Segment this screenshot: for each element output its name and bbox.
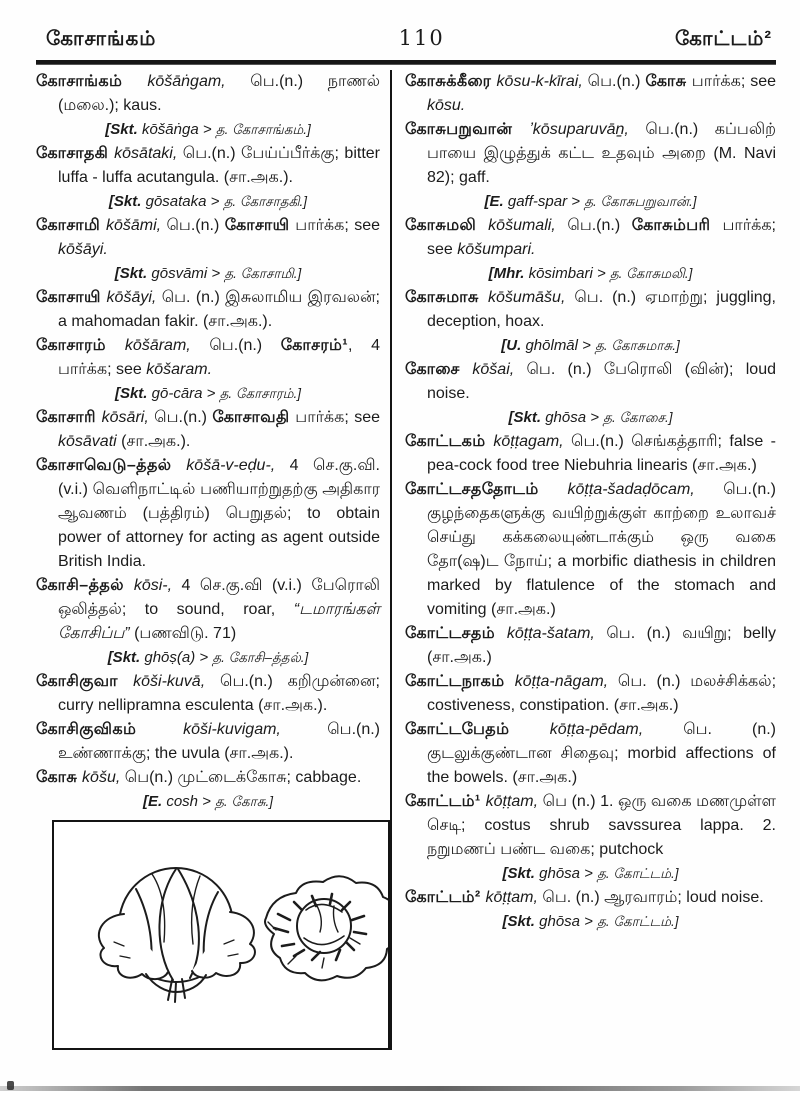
definition-text: பெ.(n.): [567, 217, 632, 234]
dictionary-entry: [405, 70, 776, 118]
transliteration: த. கோசாரம்.]: [219, 386, 302, 401]
headword: கோசாவதி: [212, 409, 296, 426]
headword: கோசாமி: [36, 217, 106, 234]
headword: கோசாவெடு–த்தல்: [36, 457, 187, 474]
left-column-entries: [36, 70, 380, 814]
headword: கோட்டபேதம்: [405, 721, 550, 738]
transliteration: “டமாரங்கள் கோசிப்ப”: [58, 601, 380, 642]
etymology-line: [405, 190, 776, 214]
definition-text: பார்க்க; see: [691, 73, 776, 90]
transliteration: த. கோசு.]: [215, 794, 274, 809]
headword: கோசாயி: [36, 289, 107, 306]
transliteration: >: [206, 193, 224, 210]
definition-text: பெ. (n.) குடலுக்குண்டான சிதைவு; morbid affections of the bowels. (சா.அக.): [427, 721, 776, 786]
transliteration: த. கோசுமாசு.]: [595, 338, 680, 353]
transliteration: [E.: [142, 793, 167, 810]
transliteration: ghōsa: [539, 865, 581, 882]
definition-text: , 4 பார்க்க; see: [58, 337, 380, 378]
page-number: 110: [398, 26, 445, 50]
definition-text: பெ. (n.) வயிறு; belly (சா.அக.): [427, 625, 776, 666]
headword: கோட்டம்¹: [405, 793, 486, 810]
transliteration: kōšumpari.: [457, 241, 536, 258]
definition-text: பெ.(n.): [166, 217, 225, 234]
transliteration: த. கோசுமலி.]: [609, 266, 693, 281]
dictionary-entry: [405, 670, 776, 718]
transliteration: kōši-kuvigam,: [183, 721, 328, 738]
transliteration: kōšā-v-eḍu-,: [186, 457, 290, 474]
definition-text: பெ. (n.) இசுலாமிய இரவலன்; a mahomadan fakir. (சா.அக.).: [58, 289, 381, 330]
right-column: [392, 70, 776, 1050]
transliteration: த. கோசி–த்தல்.]: [212, 650, 309, 665]
transliteration: kōši-kuvā,: [133, 673, 220, 690]
dictionary-entry: [36, 574, 380, 646]
dictionary-entry: [36, 70, 380, 118]
headword: கோசு: [645, 73, 692, 90]
headword: கோசை: [405, 361, 473, 378]
dictionary-entry: [36, 454, 380, 574]
etymology-line: [36, 790, 380, 814]
definition-text: 4 செ.கு.வி. (v.i.) வெளிநாட்டில் பணியாற்றுதற்கு அதிகார ஆவணம் (பத்திரம்) பெறுதல்; to obtain power of attorney for acting as agent outside British India.: [58, 457, 380, 570]
definition-text: பெ.(n.): [209, 337, 281, 354]
scan-artifact-mark: [7, 1081, 14, 1090]
headword: கோசி–த்தல்: [36, 577, 134, 594]
etymology-line: [405, 910, 776, 934]
definition-text: பெ.(n.) உண்ணாக்கு; the uvula (சா.அக.).: [58, 721, 381, 762]
transliteration: kōṭṭa-pēdam,: [549, 721, 684, 738]
definition-text: பெ.(n.) கறிமுன்னை; curry nellipramna esculenta (சா.அக.).: [58, 673, 381, 714]
transliteration: [Skt.: [107, 649, 145, 666]
transliteration: kōšāyi.: [58, 241, 108, 258]
definition-text: பெ.(n.) கப்பலிற் பாயை இழுத்துக் கட்ட உதவும் அறை (M. Navi 82); gaff.: [427, 121, 777, 186]
transliteration: kōsu-k-kīrai,: [496, 73, 588, 90]
definition-text: பெ (n.) 1. ஒரு வகை மணமுள்ள செடி; costus shrub savssurea lappa. 2. நறுமணப் பண்ட வகை; putchock: [427, 793, 776, 858]
transliteration: kōṭṭa-nāgam,: [514, 673, 618, 690]
transliteration: gaff-spar: [507, 193, 568, 210]
transliteration: kōṭṭam,: [485, 793, 543, 810]
etymology-line: [405, 262, 776, 286]
transliteration: [E.: [484, 193, 508, 210]
transliteration: ʼkōsuparuvāṉ,: [529, 121, 646, 138]
dictionary-entry: [405, 358, 776, 406]
left-column: [36, 70, 390, 1050]
etymology-line: [36, 646, 380, 670]
transliteration: kōšumali,: [488, 217, 568, 234]
headword: கோசிகுவிகம்: [36, 721, 184, 738]
dictionary-entry: [36, 142, 380, 190]
running-header: [36, 26, 776, 53]
headword: கோட்டம்²: [405, 889, 486, 906]
right-column-entries: [405, 70, 776, 934]
transliteration: ghōsa: [539, 913, 581, 930]
transliteration: [Skt.: [502, 865, 540, 882]
header-guideword-left: கோசாங்கம்: [46, 28, 157, 50]
transliteration: த. கோசாங்கம்.]: [215, 122, 311, 137]
transliteration: >: [580, 865, 598, 882]
dictionary-entry: [36, 334, 380, 382]
headword: கோசிகுவா: [36, 673, 134, 690]
headword: கோசுபறுவான்: [405, 121, 530, 138]
etymology-line: [405, 334, 776, 358]
headword: கோசுமலி: [405, 217, 489, 234]
definition-text: பெ. (n.) பேரொலி (வின்); loud noise.: [427, 361, 776, 402]
etymology-line: [36, 262, 380, 286]
dictionary-entry: [405, 622, 776, 670]
transliteration: >: [202, 385, 220, 402]
dictionary-entry: [405, 790, 776, 862]
dictionary-entry: [36, 406, 380, 454]
transliteration: kōšu,: [82, 769, 125, 786]
transliteration: [Skt.: [508, 409, 546, 426]
transliteration: kōšāmi,: [105, 217, 167, 234]
transliteration: [Skt.: [105, 121, 142, 138]
transliteration: kōšāṅga: [141, 121, 199, 138]
definition-text: பெ.(n.) பேய்ப்பீர்க்கு; bitter luffa - luffa acutangula. (சா.அக.).: [58, 145, 380, 186]
headword: கோசுக்கீரை: [405, 73, 497, 90]
transliteration: [Skt.: [108, 193, 146, 210]
etymology-line: [405, 406, 776, 430]
definition-text: பெ(n.) முட்டைக்கோசு; cabbage.: [124, 769, 362, 786]
transliteration: cosh: [166, 793, 199, 810]
headword: கோசாதகி: [36, 145, 115, 162]
transliteration: த. கோட்டம்.]: [597, 866, 679, 881]
two-column-text: [36, 70, 776, 1050]
transliteration: kōsi-,: [133, 577, 182, 594]
definition-text: (பணவிடு. 71): [134, 625, 237, 642]
transliteration: kōṭṭa-šatam,: [506, 625, 607, 642]
definition-text: பார்க்க; see: [295, 409, 380, 426]
definition-text: பெ.(n.) குழந்தைகளுக்கு வயிற்றுக்குள் காற்றை உலாவச் செய்து கக்கலையுண்டாக்கும் ஒரு வகை தோ(ஷ)ட நோய்; a morbific diathesis in children marked by flatulence of the stomach and vomiting (சா.அக.): [427, 481, 776, 618]
transliteration: kōšāyi,: [106, 289, 162, 306]
transliteration: >: [198, 793, 216, 810]
transliteration: ghōṣ(a): [144, 649, 196, 666]
transliteration: kōsimbari: [528, 265, 593, 282]
transliteration: kōšāṅgam,: [147, 73, 251, 90]
headword: கோசாரி: [36, 409, 102, 426]
scan-artifact-bar: [0, 1086, 800, 1091]
definition-text: பெ.(n.) செங்கத்தாரி; false - pea-cock food tree Niebuhria linearis (சா.அக.): [427, 433, 776, 474]
dictionary-entry: [36, 766, 380, 790]
dictionary-entry: [405, 286, 776, 334]
dictionary-entry: [36, 214, 380, 262]
transliteration: த. கோசுபறுவான்.]: [584, 194, 697, 209]
dictionary-entry: [405, 886, 776, 910]
transliteration: >: [586, 409, 604, 426]
transliteration: kōsāri,: [101, 409, 155, 426]
transliteration: kōṭṭa-šadaḍōcam,: [567, 481, 724, 498]
dictionary-entry: [405, 718, 776, 790]
headword: கோசும்பரி: [631, 217, 723, 234]
transliteration: >: [580, 913, 598, 930]
transliteration: >: [567, 193, 585, 210]
dictionary-entry: [405, 118, 776, 190]
dictionary-entry: [405, 478, 776, 622]
headword: கோட்டசததோடம்: [405, 481, 568, 498]
transliteration: [Skt.: [114, 265, 152, 282]
dictionary-entry: [405, 430, 776, 478]
dictionary-entry: [36, 670, 380, 718]
transliteration: த. கோசாமி.]: [224, 266, 302, 281]
transliteration: த. கோசாதகி.]: [223, 194, 308, 209]
headword: கோட்டநாகம்: [405, 673, 515, 690]
transliteration: >: [592, 265, 610, 282]
etymology-line: [36, 190, 380, 214]
definition-text: பார்க்க; see: [427, 217, 776, 258]
etymology-line: [405, 862, 776, 886]
transliteration: gōsataka: [145, 193, 207, 210]
transliteration: kōšaram.: [146, 361, 213, 378]
headword: கோசு: [36, 769, 83, 786]
transliteration: gō-cāra: [151, 385, 203, 402]
transliteration: kōsātaki,: [114, 145, 183, 162]
transliteration: kōsāvati: [58, 433, 122, 450]
headword: கோட்டசதம்: [405, 625, 507, 642]
transliteration: kōṭṭam,: [485, 889, 543, 906]
transliteration: kōsu.: [427, 97, 466, 114]
definition-text: பெ. (n.) ஏமாற்று; juggling, deception, hoax.: [427, 289, 777, 330]
transliteration: gōsvāmi: [151, 265, 208, 282]
headword: கோசாரம்: [36, 337, 125, 354]
definition-text: பெ.(n.) நாணல் (மலை.); kaus.: [58, 73, 380, 114]
headword: கோட்டகம்: [405, 433, 494, 450]
definition-text: (சா.அக.).: [121, 433, 191, 450]
transliteration: kōšumāšu,: [488, 289, 575, 306]
transliteration: த. கோட்டம்.]: [597, 914, 679, 929]
transliteration: ghōsa: [545, 409, 587, 426]
transliteration: த. கோசை.]: [603, 410, 673, 425]
transliteration: >: [195, 649, 213, 666]
etymology-line: [36, 118, 380, 142]
headword: கோசாங்கம்: [36, 73, 148, 90]
transliteration: >: [207, 265, 225, 282]
header-rule: [36, 60, 776, 64]
headword: கோசரம்¹: [280, 337, 349, 354]
definition-text: 4 செ.கு.வி (v.i.) பேரொலி ஒலித்தல்; to sound, roar,: [58, 577, 380, 618]
transliteration: kōṭṭagam,: [493, 433, 572, 450]
transliteration: >: [198, 121, 216, 138]
dictionary-entry: [36, 718, 380, 766]
transliteration: kōšai,: [472, 361, 527, 378]
definition-text: பார்க்க; see: [295, 217, 381, 234]
transliteration: [U.: [501, 337, 526, 354]
headword: கோசுமாசு: [405, 289, 489, 306]
cabbage-illustration: [54, 822, 388, 1048]
transliteration: kōšāram,: [124, 337, 210, 354]
dictionary-entry: [405, 214, 776, 262]
headword: கோசாயி: [224, 217, 296, 234]
dictionary-entry: [36, 286, 380, 334]
definition-text: பெ. (n.) ஆரவாரம்; loud noise.: [542, 889, 764, 906]
cabbage-figure: [52, 820, 390, 1050]
transliteration: [Skt.: [502, 913, 540, 930]
definition-text: பெ. (n.) மலச்சிக்கல்; costiveness, constipation. (சா.அக.): [427, 673, 777, 714]
transliteration: [Mhr.: [488, 265, 529, 282]
header-guideword-right: கோட்டம்²: [674, 28, 772, 50]
transliteration: [Skt.: [114, 385, 152, 402]
definition-text: பெ.(n.): [587, 73, 646, 90]
definition-text: பெ.(n.): [154, 409, 213, 426]
transliteration: ghōlmāl: [525, 337, 578, 354]
etymology-line: [36, 382, 380, 406]
transliteration: >: [577, 337, 596, 354]
